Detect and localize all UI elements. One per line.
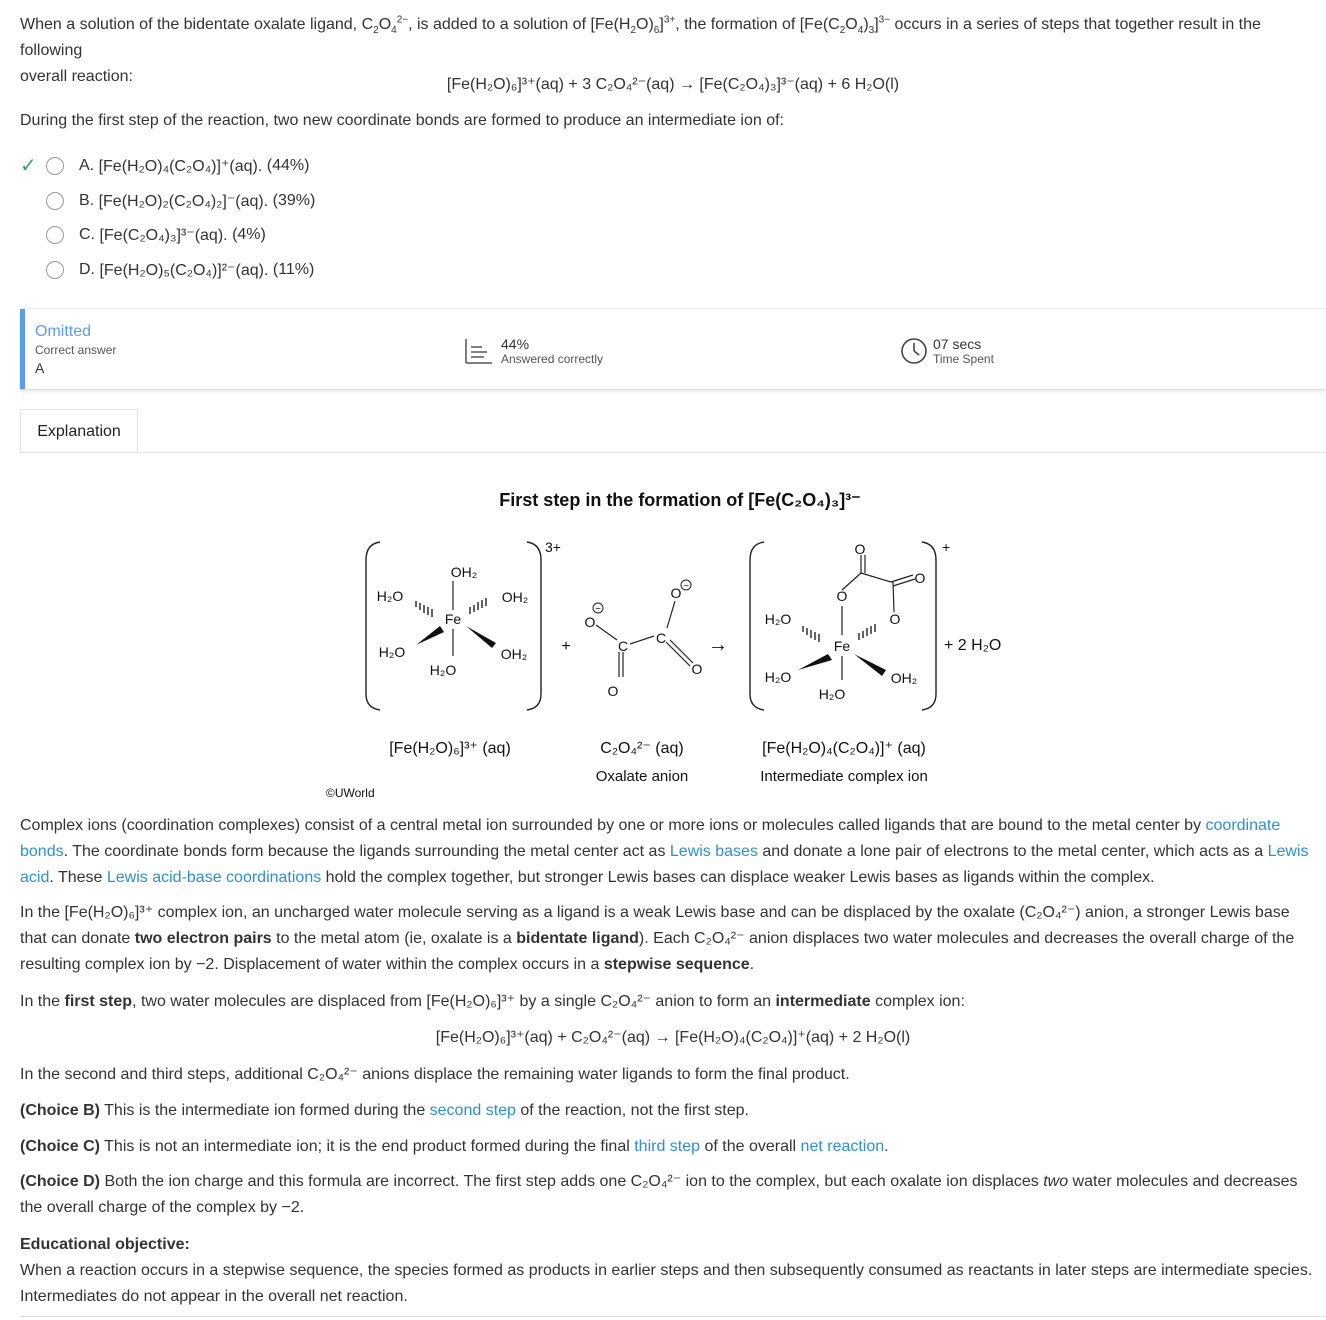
label-hexaaqua: [Fe(H₂O)₆]³⁺ (aq) — [389, 740, 511, 757]
h2o-lower-left: H₂O — [378, 644, 406, 660]
left-bracket-open — [366, 542, 380, 710]
choice-c-letter: C. — [79, 226, 95, 243]
check-icon: ✓ — [20, 155, 37, 177]
choice-b[interactable] — [20, 184, 315, 218]
h2o-right-upper: H₂O — [764, 611, 792, 627]
explanation-choice-d: (Choice D) Both the ion charge and this formula are incorrect. The first step adds one C₂O₄²⁻ ion to the complex, but each oxalate ion displaces two water molecules and decreases the overall charge of the complex by −2. — [20, 1173, 1298, 1216]
step-equation: [Fe(H₂O)₆]³⁺(aq) + C₂O₄²⁻(aq) → [Fe(H₂O)₄(C₂O₄)]⁺(aq) + 2 H₂O(l) — [435, 1029, 911, 1046]
objective-title: Educational objective: — [20, 1236, 190, 1253]
link-net-reaction[interactable]: net reaction — [800, 1138, 885, 1155]
choice-a[interactable] — [20, 149, 309, 183]
objective-text: When a reaction occurs in a stepwise sequence, the species formed as products in earlier steps and then subsequently consumed as reactants in later steps are intermediate species. Intermediates do not appear in the overall net reaction. — [20, 1262, 1313, 1305]
oxalate-o2: O — [607, 683, 619, 699]
status-accent-bar — [20, 309, 25, 389]
charge-right: + — [942, 539, 951, 555]
label-oxalate-name: Oxalate anion — [595, 768, 689, 785]
overall-equation: [Fe(H₂O)₆]³⁺(aq) + 3 C₂O₄²⁻(aq) → [Fe(C₂O₄)₃]³⁻(aq) + 6 H₂O(l) — [446, 76, 900, 93]
explanation-p3: In the first step, two water molecules are displaced from [Fe(H₂O)₆]³⁺ by a single C₂O₄²⁻ anion to form an intermediate complex ion: — [20, 993, 965, 1010]
label-intermediate: [Fe(H₂O)₄(C₂O₄)]⁺ (aq) — [762, 740, 926, 757]
svg-text:−: − — [683, 581, 689, 592]
correct-answer-label: Correct answer — [35, 343, 117, 357]
fe-right: Fe — [833, 638, 851, 654]
figure-title: First step in the formation of [Fe(C₂O₄)₃]³⁻ — [499, 490, 861, 510]
tab-explanation[interactable]: Explanation — [20, 409, 138, 454]
charge-left: 3+ — [545, 539, 561, 555]
oxalate-o3: O — [670, 585, 682, 601]
oh2-right: OH₂ — [890, 670, 918, 686]
choice-d-radio[interactable] — [46, 261, 64, 279]
explanation-choice-c: (Choice C) This is not an intermediate ion; it is the end product formed during the final third step of the overall net reaction. — [20, 1138, 889, 1155]
choice-c[interactable] — [20, 218, 266, 252]
plus-sign: + — [561, 638, 571, 655]
choice-d[interactable] — [20, 253, 314, 287]
bottom-divider — [20, 1316, 1326, 1317]
question-prompt: During the first step of the reaction, two new coordinate bonds are formed to produce an intermediate ion of: — [20, 112, 784, 129]
label-intermediate-name: Intermediate complex ion — [760, 768, 928, 785]
h2o-upper-left: H₂O — [376, 588, 404, 604]
choice-d-percent: (11%) — [272, 261, 315, 278]
link-coordinate-bonds[interactable]: coordinate bonds — [20, 817, 1281, 860]
plus-water: + 2 H₂O — [944, 637, 1002, 654]
link-lewis-acid[interactable]: Lewis acid — [20, 843, 1309, 886]
ring-o4: O — [889, 611, 901, 627]
status-omitted: Omitted — [35, 323, 92, 340]
choice-d-letter: D. — [79, 261, 95, 278]
stats-panel — [20, 308, 1326, 390]
tab-divider — [20, 452, 1326, 453]
clock-icon — [900, 337, 928, 365]
oh2-upper-right: OH₂ — [501, 589, 529, 605]
bar-chart-icon — [464, 337, 494, 365]
choice-a-radio[interactable] — [46, 157, 64, 175]
oxalate-o1: O — [584, 614, 596, 630]
question-intro: When a solution of the bidentate oxalate ligand, $C_2O_4^{2-}$, is added to a solution of $[Fe(H_2O)_6]^{3+}$, the formation of $[Fe(C_2O_4)_3]^{3-}$ occurs in a series of steps that together result in the following — [20, 14, 1261, 59]
link-lewis-acid-base[interactable]: Lewis acid-base coordinations — [106, 869, 322, 886]
link-third-step[interactable]: third step — [634, 1138, 701, 1155]
reaction-figure — [320, 480, 1040, 805]
right-bracket-open — [750, 542, 764, 710]
correct-answer-value: A — [35, 360, 45, 376]
h2o-bottom-left: H₂O — [429, 662, 457, 678]
educational-objective — [20, 1232, 1320, 1310]
ring-o3: O — [914, 570, 926, 586]
oh2-lower-right: OH₂ — [500, 646, 528, 662]
oh2-top-left: OH₂ — [450, 564, 478, 580]
choice-b-letter: B. — [79, 192, 95, 209]
choice-b-text: [Fe(H₂O)₂(C₂O₄)₂]⁻(aq). — [98, 193, 269, 210]
left-bracket-close — [527, 542, 541, 710]
link-second-step[interactable]: second step — [429, 1102, 516, 1119]
oxalate-c1: C — [617, 638, 629, 654]
explanation-p2: In the [Fe(H₂O)₆]³⁺ complex ion, an uncharged water molecule serving as a ligand is a weak Lewis base and can be displaced by the oxalate (C₂O₄²⁻) anion, a stronger Lewis base that can donate two electron pairs to the metal atom (ie, oxalate is a bidentate ligand). Each C₂O₄²⁻ anion displaces two water molecules and decreases the overall charge of the resulting complex ion by −2. Displacement of water within the complex occurs in a stepwise sequence. — [20, 904, 1295, 973]
percent-correct-label: Answered correctly — [501, 352, 604, 366]
choice-b-radio[interactable] — [46, 192, 64, 210]
choice-c-radio[interactable] — [46, 226, 64, 244]
link-lewis-bases[interactable]: Lewis bases — [669, 843, 758, 860]
time-spent-label: Time Spent — [933, 352, 994, 366]
choice-a-percent: (44%) — [266, 157, 310, 174]
fe-left: Fe — [444, 611, 462, 627]
choice-d-text: [Fe(H₂O)₅(C₂O₄)]²⁻(aq). — [99, 262, 269, 279]
reaction-arrow: → — [708, 634, 728, 656]
ring-o2: O — [854, 541, 866, 557]
choice-c-text: [Fe(C₂O₄)₃]³⁻(aq). — [99, 227, 228, 244]
choice-b-percent: (39%) — [272, 192, 316, 209]
svg-text:−: − — [595, 604, 601, 615]
explanation-choice-b: (Choice B) This is the intermediate ion formed during the second step of the reaction, not the first step. — [20, 1102, 749, 1119]
ring-o1: O — [836, 588, 848, 604]
h2o-right-bottom: H₂O — [818, 686, 846, 702]
oxalate-c2: C — [655, 630, 667, 646]
explanation-p4: In the second and third steps, additional C₂O₄²⁻ anions displace the remaining water ligands to form the final product. — [20, 1066, 850, 1083]
right-bracket-close — [922, 542, 936, 710]
choice-a-letter: A. — [79, 157, 95, 174]
choice-c-percent: (4%) — [232, 226, 266, 243]
question-intro-line2: overall reaction: — [20, 68, 133, 85]
oxalate-o4: O — [691, 661, 703, 677]
copyright: ©UWorld — [326, 786, 375, 800]
explanation-p1: Complex ions (coordination complexes) consist of a central metal ion surrounded by one or more ions or molecules called ligands that are bound to the metal center by coordinate bonds. The coordinate bonds form because the ligands surrounding the metal center act as Lewis bases and donate a lone pair of electrons to the metal center, which acts as a Lewis acid. These Lewis acid-base coordinations hold the complex together, but stronger Lewis bases can displace weaker Lewis bases as ligands within the complex. — [20, 817, 1309, 886]
time-spent: 07 secs — [933, 336, 982, 352]
choice-a-text: [Fe(H₂O)₄(C₂O₄)]⁺(aq). — [98, 158, 263, 175]
percent-correct: 44% — [501, 336, 530, 352]
label-oxalate: C₂O₄²⁻ (aq) — [600, 740, 684, 757]
h2o-right-lower: H₂O — [764, 669, 792, 685]
